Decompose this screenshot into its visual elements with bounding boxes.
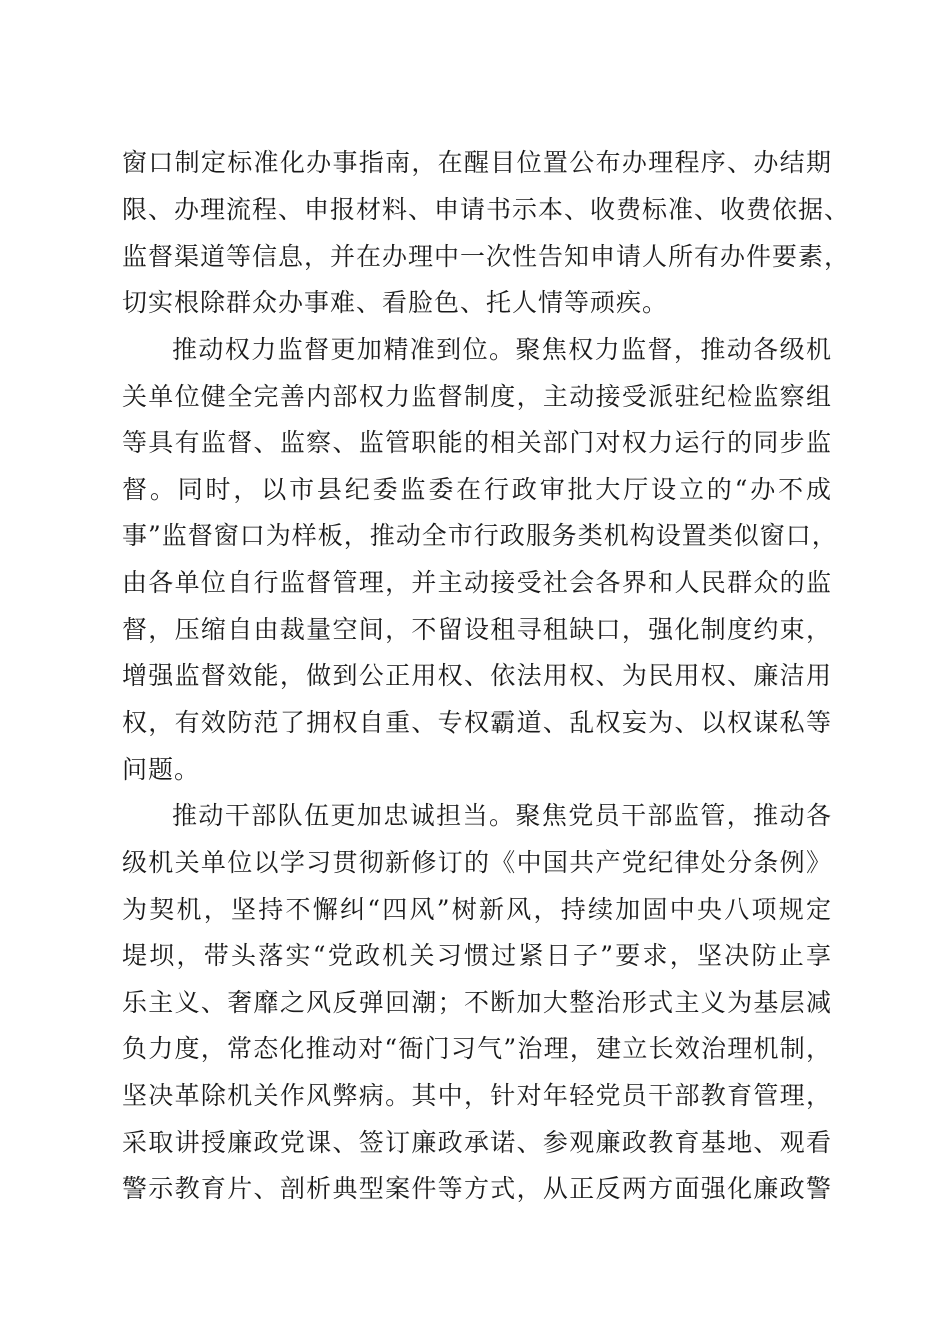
text-line: 警示教育片、剖析典型案件等方式，从正反两方面强化廉政警	[122, 1174, 832, 1203]
text-line: 窗口制定标准化办事指南，在醒目位置公布办理程序、办结期	[122, 148, 832, 177]
paragraph-heading-line: 推动干部队伍更加忠诚担当。聚焦党员干部监管，推动各	[172, 801, 832, 830]
paragraph-heading-line: 推动权力监督更加精准到位。聚焦权力监督，推动各级机	[172, 335, 832, 364]
text-line: 坚决革除机关作风弊病。其中，针对年轻党员干部教育管理，	[122, 1081, 832, 1110]
text-line: 采取讲授廉政党课、签订廉政承诺、参观廉政教育基地、观看	[122, 1128, 832, 1157]
text-line: 乐主义、奢靡之风反弹回潮；不断加大整治形式主义为基层减	[122, 988, 832, 1017]
text-line: 事”监督窗口为样板，推动全市行政服务类机构设置类似窗口，	[122, 521, 838, 550]
text-line: 限、办理流程、申报材料、申请书示本、收费标准、收费依据、	[122, 195, 851, 224]
text-line: 增强监督效能，做到公正用权、依法用权、为民用权、廉洁用	[122, 661, 832, 690]
text-line: 关单位健全完善内部权力监督制度，主动接受派驻纪检监察组	[122, 382, 832, 411]
text-line: 负力度，常态化推动对“衙门习气”治理，建立长效治理机制，	[122, 1034, 832, 1063]
text-line: 督。同时，以市县纪委监委在行政审批大厅设立的“办不成	[122, 475, 832, 504]
text-line: 监督渠道等信息，并在办理中一次性告知申请人所有办件要素，	[122, 242, 851, 271]
text-line: 由各单位自行监督管理，并主动接受社会各界和人民群众的监	[122, 568, 832, 597]
text-line: 为契机，坚持不懈纠“四风”树新风，持续加固中央八项规定	[122, 895, 832, 924]
text-line: 级机关单位以学习贯彻新修订的《中国共产党纪律处分条例》	[122, 848, 832, 877]
text-line: 堤坝，带头落实“党政机关习惯过紧日子”要求，坚决防止享	[122, 941, 832, 970]
text-line: 权，有效防范了拥权自重、专权霸道、乱权妄为、以权谋私等	[122, 708, 832, 737]
text-line: 切实根除群众办事难、看脸色、托人情等顽疾。	[122, 288, 669, 317]
text-line: 督，压缩自由裁量空间，不留设租寻租缺口，强化制度约束，	[122, 615, 832, 644]
text-line: 等具有监督、监察、监管职能的相关部门对权力运行的同步监	[122, 428, 832, 457]
text-line: 问题。	[122, 755, 201, 784]
